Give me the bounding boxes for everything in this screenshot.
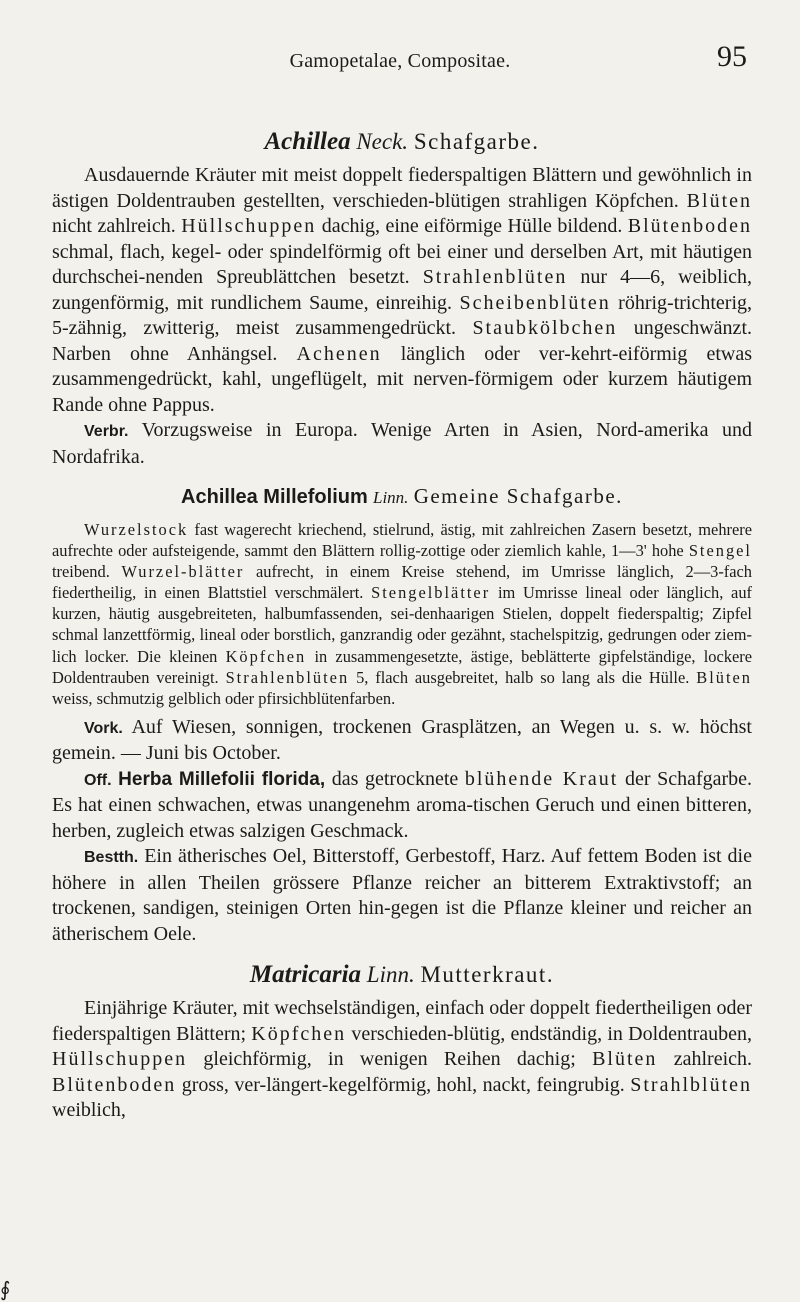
distribution-paragraph: Verbr. Vorzugsweise in Europa. Wenige Arten in Asien, Nord-amerika und Nordafrika. (52, 419, 752, 468)
genus-name: Matricaria (249, 961, 362, 989)
species-common-name: Gemeine Schafgarbe. (413, 484, 623, 508)
distribution-label: Verbr. (84, 423, 129, 440)
officinal-drug-name: Herba Millefolii florida, (118, 768, 326, 790)
genus-common-name: Mutterkraut. (420, 962, 555, 988)
species-author: Linn. (373, 488, 409, 507)
margin-mark: ∮ (0, 1279, 11, 1301)
constituents-paragraph: Bestth. Ein ätherisches Oel, Bitterstoff, Gerbestoff, Harz. Auf fettem Boden ist die höhere in allen Theilen grössere Pflanze reicher an bitterem Extraktivstoff; an trockenen, sandigen, steinigen Orten hin-gegen ist die Pflanze kleiner und reicher an ätherischem Oele. (52, 845, 752, 945)
genus-name: Achillea (264, 128, 351, 155)
occurrence-paragraph: Vork. Auf Wiesen, sonnigen, trockenen Grasplätzen, an Wegen u. s. w. höchst gemein. — Juni bis October. (52, 715, 752, 765)
genus-description-achillea: Ausdauernde Kräuter mit meist doppelt fiederspaltigen Blättern und gewöhnlich in ästigen Doldentrauben gestellten, verschieden-blütigen strahligen Köpfchen. Blüten nicht zahlreich. Hüllschuppen dachig, eine eiförmige Hülle bildend. Blütenboden schmal, flach, kegel- oder spindelförmig oft bei einer und derselben Art, mit häutigen durchschei-nenden Spreublättchen besetzt. Strahlenblüten nur 4—6, weiblich, zungenförmig, mit rundlichem Saume, einreihig. Scheibenblüten röhrig-trichterig, 5-zähnig, zwitterig, meist zusammengedrückt. Staubkölbchen ungeschwänzt. Narben ohne Anhängsel. Achenen länglich oder ver-kehrt-eiförmig etwas zusammengedrückt, kahl, ungeflügelt, mit nerven-förmigem oder kurzem häutigem Rande ohne Pappus. (52, 164, 753, 416)
species-heading-millefolium (52, 484, 752, 509)
species-name: Achillea Millefolium (181, 486, 368, 508)
occurrence-label: Vork. (84, 719, 123, 737)
running-title: Gamopetalae, Compositae. (289, 50, 511, 72)
genus-author: Linn. (366, 962, 415, 988)
officinal-label: Off. (84, 771, 112, 789)
main-text (52, 128, 752, 1124)
genus-heading-matricaria (52, 961, 752, 989)
constituents-label: Bestth. (84, 849, 139, 867)
genus-heading-achillea (52, 128, 752, 156)
page-number: 95 (717, 40, 747, 73)
species-description: Wurzelstock fast wagerecht kriechend, stielrund, ästig, mit zahlreichen Zasern besetzt, mehrere aufrechte oder aufsteigende, sammt den Blättern rollig-zottige oder ziemlich kahle, 1—3' hohe Stengel treibend. Wurzel-blätter aufrecht, in einem Kreise stehend, im Umrisse länglich, 2—3-fach fiedertheilig, in einen Blattstiel verschmälert. Stengelblätter im Umrisse lineal oder länglich, auf kurzen, häutig ausgebreiteten, halbumfassenden, sei-denhaarigen Stielen, doppelt fiederspaltig; Zipfel schmal lanzettförmig, lineal oder borstlich, ganzrandig oder gezähnt, stachelspitzig, gedrungen oder ziem-lich locker. Die kleinen Köpfchen in zusammengesetzte, ästige, beblätterte gipfelständige, lockere Doldentrauben vereinigt. Strahlenblüten 5, flach ausgebreitet, halb so lang als die Hülle. Blüten weiss, schmutzig gelblich oder pfirsichblütenfarben. (52, 520, 752, 708)
officinal-paragraph: Off. Herba Millefolii florida, das getrocknete blühende Kraut der Schafgarbe. Es hat einen schwachen, etwas unangenehm aroma-tischen Geruch und einen bitteren, herben, zugleich etwas salzigen Geschmack. (52, 767, 753, 842)
genus-author: Neck. (356, 129, 409, 154)
genus-description-matricaria: Einjährige Kräuter, mit wechselständigen, einfach oder doppelt fiedertheiligen oder fiederspaltigen Blättern; Köpfchen verschieden-blütig, endständig, in Doldentrauben, Hüllschuppen gleichförmig, in wenigen Reihen dachig; Blüten zahlreich. Blütenboden gross, ver-längert-kegelförmig, hohl, nackt, feingrubig. Strahlblüten weiblich, (52, 997, 753, 1122)
genus-common-name: Schafgarbe. (413, 129, 540, 154)
